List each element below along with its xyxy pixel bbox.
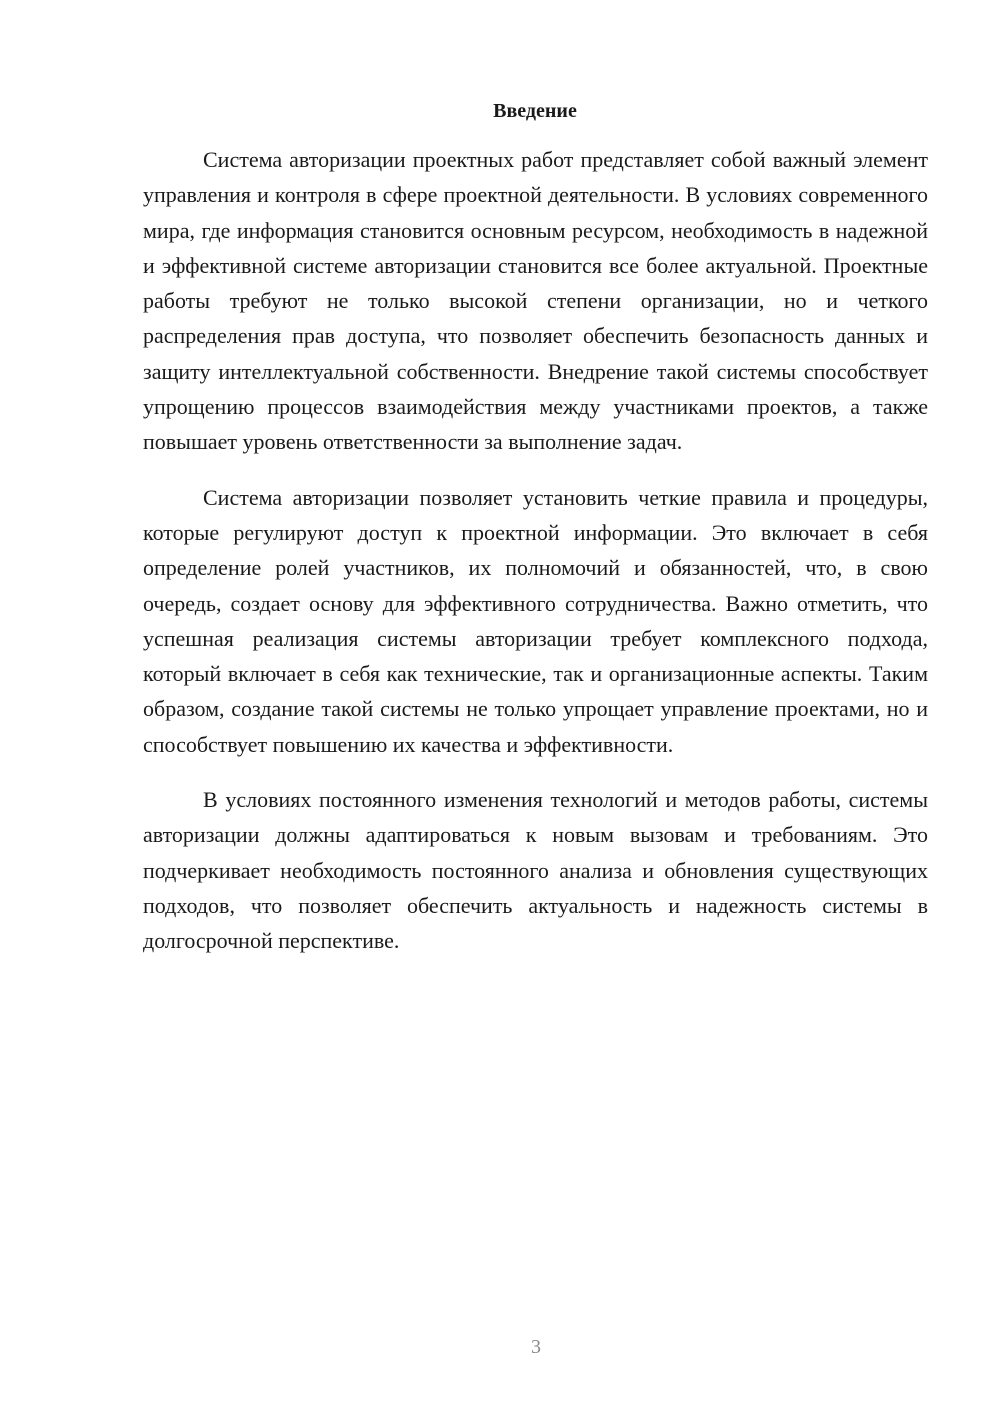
paragraph-1: Система авторизации проектных работ представляет собой важный элемент управления и контроля в сфере проектной деятельности. В условиях современного мира, где информация становится основным ресурсом, необходимость в надежной и эффективной системе авторизации становится все более актуальной. Проектные работы требуют не только высокой степени организации, но и четкого распределения прав доступа, что позволяет обеспечить безопасность данных и защиту интеллектуальной собственности. Внедрение такой системы способствует упрощению процессов взаимодействия между участниками проектов, а также повышает уровень ответственности за выполнение задач. <box>143 147 928 455</box>
page-number: 3 <box>531 1336 541 1358</box>
body-text <box>143 142 928 979</box>
page-title: Введение <box>493 100 577 122</box>
paragraph-2: Система авторизации позволяет установить четкие правила и процедуры, которые регулируют доступ к проектной информации. Это включает в себя определение ролей участников, их полномочий и обязанностей, что, в свою очередь, создает основу для эффективного сотрудничества. Важно отметить, что успешная реализация системы авторизации требует комплексного подхода, который включает в себя как технические, так и организационные аспекты. Таким образом, создание такой системы не только упрощает управление проектами, но и способствует повышению их качества и эффективности. <box>143 484 928 757</box>
paragraph-3: В условиях постоянного изменения технологий и методов работы, системы авторизации должны адаптироваться к новым вызовам и требованиям. Это подчеркивает необходимость постоянного анализа и обновления существующих подходов, что позволяет обеспечить актуальность и надежность системы в долгосрочной перспективе. <box>143 787 928 954</box>
